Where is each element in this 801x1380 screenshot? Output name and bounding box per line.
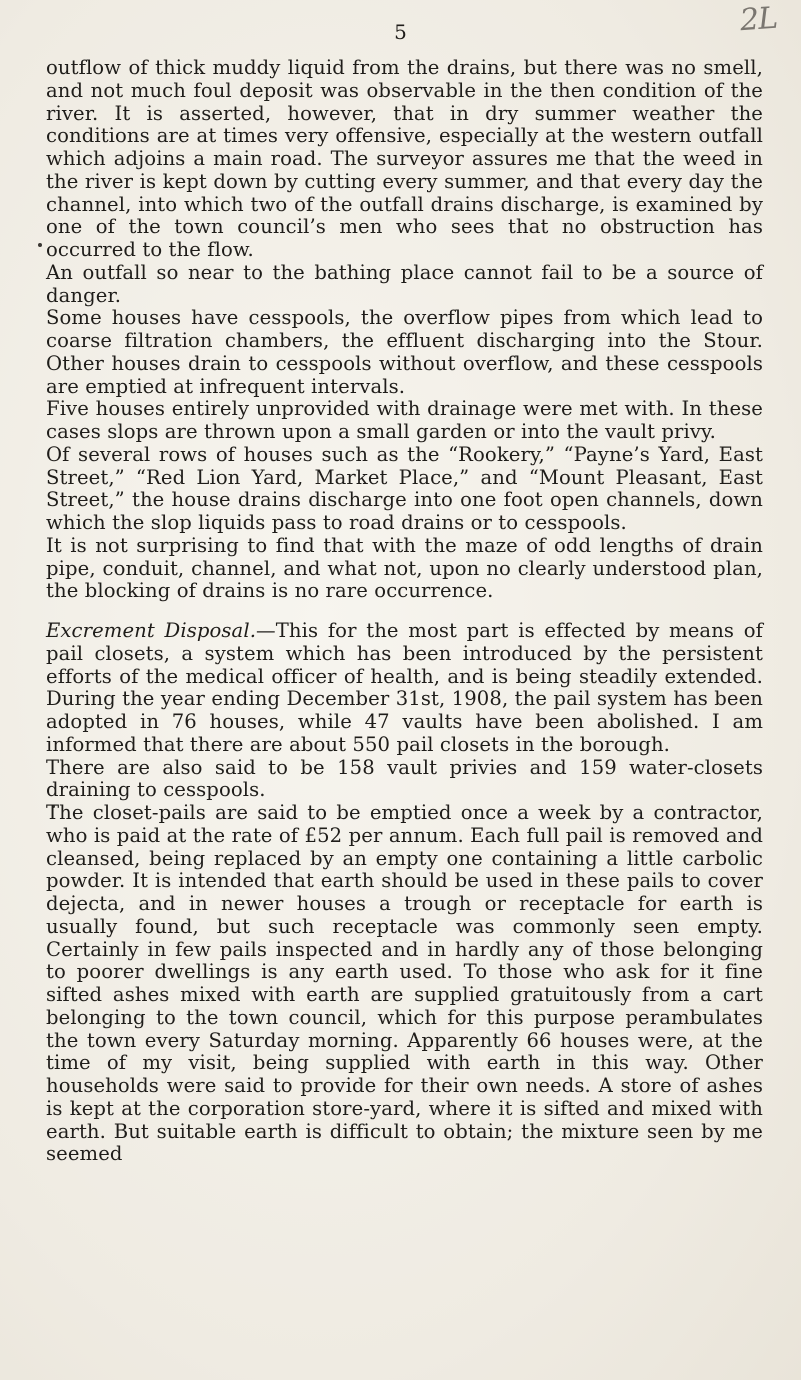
excrement-disposal-text: —This for the most part is effected by means of pail closets, a system which has been introduced by the persistent efforts of the medical officer of health, and is being steadily extended. During the year ending December 31st, 1908, the pail system has been adopted in 76 houses, while 47 vaults have been abolished. I am informed that there are about 550 pail closets in the borough. — [46, 619, 764, 756]
ink-speck-mark — [38, 243, 42, 247]
paragraph-vault-privies: There are also said to be 158 vault privies and 159 water-closets draining to cesspools. — [46, 755, 763, 802]
section-heading-excrement-disposal: Excrement Disposal. — [46, 619, 257, 642]
paragraph-cesspools: Some houses have cesspools, the overflow pipes from which lead to coarse filtration chambers, the effluent discharging into the Stour. Other houses drain to cesspools without overflow, and these cesspools are emptied at infrequent intervals. — [46, 306, 763, 398]
paragraph-closet-pails: The closet-pails are said to be emptied once a week by a contractor, who is paid at the rate of £52 per annum. Each full pail is removed and cleansed, being replaced by an empty one containing a little carbolic powder. It is intended that earth should be used in these pails to cover dejecta, and in newer houses a trough or receptacle for earth is usually found, but such receptacle was commonly seen empty. Certainly in few pails inspected and in hardly any of those belonging to poorer dwellings is any earth used. To those who ask for it fine sifted ashes mixed with earth are supplied gratuitously from a cart belonging to the town council, which for this purpose perambulates the town every Saturday morning. Apparently 66 houses were, at the time of my visit, being supplied with earth in this way. Other households were said to provide for their own needs. A store of ashes is kept at the corporation store-yard, where it is sifted and mixed with earth. But suitable earth is difficult to obtain; the mixture seen by me seemed — [46, 801, 763, 1166]
handwritten-page-mark: 2L — [738, 0, 779, 39]
paragraph-rows-of-houses: Of several rows of houses such as the “Rookery,” “Payne’s Yard, East Street,” “Red Lion Yard, Market Place,” and “Mount Pleasant, East Street,” the house drains discharge into one foot open channels, down which the slop liquids pass to road drains or to cesspools. — [46, 442, 763, 534]
paragraph-river-outfall: outflow of thick muddy liquid from the drains, but there was no smell, and not much foul deposit was observable in the then condition of the river. It is asserted, however, that in dry summer weather the conditions are at times very offensive, especially at the western outfall which adjoins a main road. The surveyor assures me that the weed in the river is kept down by cutting every summer, and that every day the channel, into which two of the outfall drains discharge, is examined by one of the town council’s men who sees that no obstruction has occurred to the flow. — [46, 56, 763, 261]
paragraph-excrement-disposal — [46, 620, 763, 757]
body-text — [46, 57, 763, 1166]
paragraph-bathing-danger: An outfall so near to the bathing place cannot fail to be a source of danger. — [46, 260, 763, 307]
paragraph-no-drainage: Five houses entirely unprovided with drainage were met with. In these cases slops are thrown upon a small garden or into the vault privy. — [46, 397, 763, 443]
paragraph-blocking-drains: It is not surprising to find that with the maze of odd lengths of drain pipe, conduit, channel, and what not, upon no clearly understood plan, the blocking of drains is no rare occurrence. — [46, 533, 763, 603]
page-number: 5 — [394, 20, 407, 44]
